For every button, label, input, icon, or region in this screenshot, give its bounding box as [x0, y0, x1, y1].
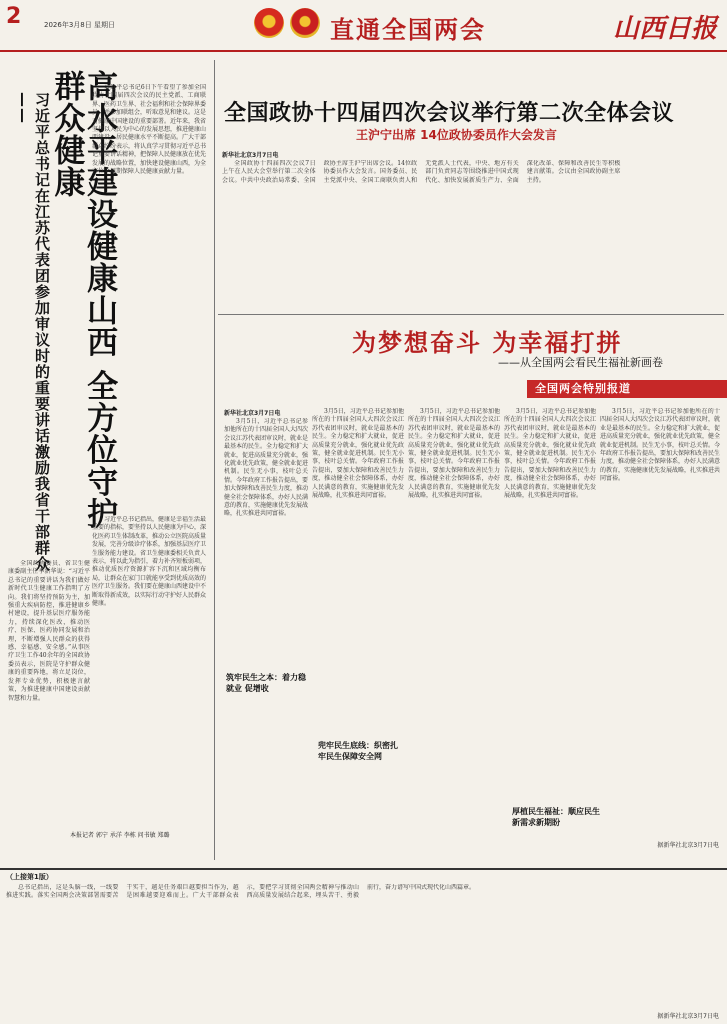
continued-article-body [6, 884, 720, 1010]
article3-paragraph: 3月5日，习近平总书记参加他所在的十四届全国人大四次会议江苏代表团审议时，就业是最基本的民生。全力稳定和扩大就业，促进高质量充分就业，强化就业优先政策，健全就业促进机制。民生无小事，枝叶总关情。今年政府工作报告提出，要加大保障和改善民生力度，推动健全社会保障体系，办好人民满意的教育，实施健康优先发展战略，扎实推进共同富裕。 [504, 408, 596, 500]
article1-paragraph: 全国政协委员、省卫生健康委副主任李新华说：“习近平总书记的重要讲话为我们做好新时代卫生健康工作指明了方向。我们将坚持预防为主，加强重大疾病防控，推进健康乡村建设，提升基层医疗服务能力，持续深化医改，推动医疗、医保、医药协同发展和治理，不断增强人民群众的获得感、幸福感、安全感。”从事医疗卫生工作40余年的全国政协委员表示，医院是守护群众健康的重要阵地，将立足岗位，发挥专业优势，积极建言献策，为推进健康中国建设贡献智慧和力量。 [8, 560, 90, 702]
continued-article-source: 据新华社北京3月7日电 [657, 1013, 719, 1020]
article3-column-5 [600, 408, 720, 838]
article1-paragraph: 习近平总书记6日下午看望了参加全国政协十四届四次会议的民主党派、工商联界、医药卫生界、社会福利和社会保障界委员，并参加联组会，听取意见和建议。这是对健康中国建设的重要部署。近年来，我省坚持以人民为中心的发展思想，推进健康山西建设，居民健康水平不断提高。广大干部群众纷纷表示，将认真学习贯彻习近平总书记重要讲话精神，把保障人民健康放在优先发展的战略位置，加快建设健康山西，为全方位全周期保障人民健康贡献力量。 [92, 84, 206, 176]
article3-section-heading-1: 筑牢民生之本：着力稳就业 促增收 [226, 673, 306, 693]
article3-column-3 [408, 408, 500, 738]
article3-paragraph: 3月5日，习近平总书记参加他所在的十四届全国人大四次会议江苏代表团审议时，就业是最基本的民生。全力稳定和扩大就业，促进高质量充分就业，强化就业优先政策，健全就业促进机制。民生无小事，枝叶总关情。今年政府工作报告提出，要加大保障和改善民生力度，推动健全社会保障体系，办好人民满意的教育，实施健康优先发展战略，扎实推进共同富裕。 [224, 418, 308, 518]
article3-paragraph: 3月5日，习近平总书记参加他所在的十四届全国人大四次会议江苏代表团审议时，就业是最基本的民生。全力稳定和扩大就业，促进高质量充分就业，强化就业优先政策，健全就业促进机制。民生无小事，枝叶总关情。今年政府工作报告提出，要加大保障和改善民生力度，推动健全社会保障体系，办好人民满意的教育，实施健康优先发展战略，扎实推进共同富裕。 [600, 408, 720, 483]
article3-column-2 [312, 408, 404, 658]
article3-column-4 [504, 408, 596, 848]
article2-body [222, 160, 722, 310]
article-divider [218, 314, 724, 315]
article3-section-heading-3: 厚植民生福祉：顺应民生 新需求新期盼 [512, 807, 600, 827]
article2-paragraph: 全国政协十四届四次会议7日上午在人民大会堂举行第二次全体会议。中共中央政治局常委、全国政协主席王沪宁出席会议。14位政协委员作大会发言。国务委员、民主党派中央、全国工商联负责人和无党派人士代表，中央、地方有关部门负责同志等围绕推进中国式现代化、加快发展新质生产力、全面深化改革、保障和改善民生等积极建言献策。会议由全国政协副主席主持。 [222, 160, 621, 184]
continued-paragraph: 总书记指出，这是头脑一线，一线要推进实践。落实全国两会决策部署需要苦干实干，越是任务艰巨越要担当作为，越是困难越要迎难而上。广大干部群众表示，要把学习贯彻全国两会精神与推动山西高质量发展结合起来，埋头苦干、勇毅前行，奋力谱写中国式现代化山西篇章。 [6, 884, 475, 900]
article3-column-1 [224, 418, 308, 858]
article1-column-2 [92, 516, 206, 816]
newspaper-logo: 山西日报 [612, 14, 717, 44]
article3-headline: 为梦想奋斗 为幸福打拼 [352, 329, 623, 357]
article1-paragraph: 习近平总书记指出，健康是幸福生活最重要的指标，要坚持以人民健康为中心，深化医药卫生体制改革，推动公立医院高质量发展，完善分级诊疗体系，加强基层医疗卫生服务能力建设。省卫生健康委相关负责人表示，将以此为指引，着力补齐短板弱项，推动优质医疗资源扩容下沉和区域均衡布局，让群众在家门口就能享受到优质高效的医疗卫生服务。我们要在健康山西建设中不断取得新成效，以实际行动守护好人民群众健康。 [92, 516, 206, 608]
page-number: 2 [6, 4, 22, 29]
article1-headline: 高水平建设健康山西 全方位守护群众健康 [48, 70, 118, 530]
continued-article-label: （上接第1版） [6, 873, 53, 881]
national-emblem-icon [254, 8, 284, 38]
article3-source: 据新华社北京3月7日电 [657, 842, 719, 849]
article3-section-heading-2: 兜牢民生底线：织密扎牢民生保障安全网 [318, 741, 398, 761]
page-header [0, 0, 727, 52]
article1-byline: 本报记者 郭宁 承洋 李栋 问书敏 郑璐 [70, 832, 170, 839]
article1-column-3 [8, 560, 90, 830]
section-title: 直通全国两会 [330, 16, 486, 44]
article2-subheadline: 王沪宁出席 14位政协委员作大会发言 [356, 128, 557, 142]
article3-dateline: 新华社北京3月7日电 [224, 410, 281, 417]
column-divider [214, 60, 215, 860]
article2-headline: 全国政协十四届四次会议举行第二次全体会议 [224, 101, 675, 126]
article3-paragraph: 3月5日，习近平总书记参加他所在的十四届全国人大四次会议江苏代表团审议时，就业是最基本的民生。全力稳定和扩大就业，促进高质量充分就业，强化就业优先政策，健全就业促进机制。民生无小事，枝叶总关情。今年政府工作报告提出，要加大保障和改善民生力度，推动健全社会保障体系，办好人民满意的教育，实施健康优先发展战略，扎实推进共同富裕。 [408, 408, 500, 500]
article3-paragraph: 3月5日，习近平总书记参加他所在的十四届全国人大四次会议江苏代表团审议时，就业是最基本的民生。全力稳定和扩大就业，促进高质量充分就业，强化就业优先政策，健全就业促进机制。民生无小事，枝叶总关情。今年政府工作报告提出，要加大保障和改善民生力度，推动健全社会保障体系，办好人民满意的教育，实施健康优先发展战略，扎实推进共同富裕。 [312, 408, 404, 500]
special-report-banner: 全国两会特别报道 [527, 380, 727, 398]
article1-column-1 [92, 84, 206, 514]
article3-subheadline: ——从全国两会看民生福祉新画卷 [498, 356, 663, 369]
article2-dateline: 新华社北京3月7日电 [222, 152, 279, 159]
article1-subheadline: 习近平总书记在江苏代表团参加审议时的重要讲话激励我省干部群众—— [14, 92, 51, 572]
cppcc-emblem-icon [290, 8, 320, 38]
issue-date: 2026年3月8日 星期日 [44, 21, 115, 29]
